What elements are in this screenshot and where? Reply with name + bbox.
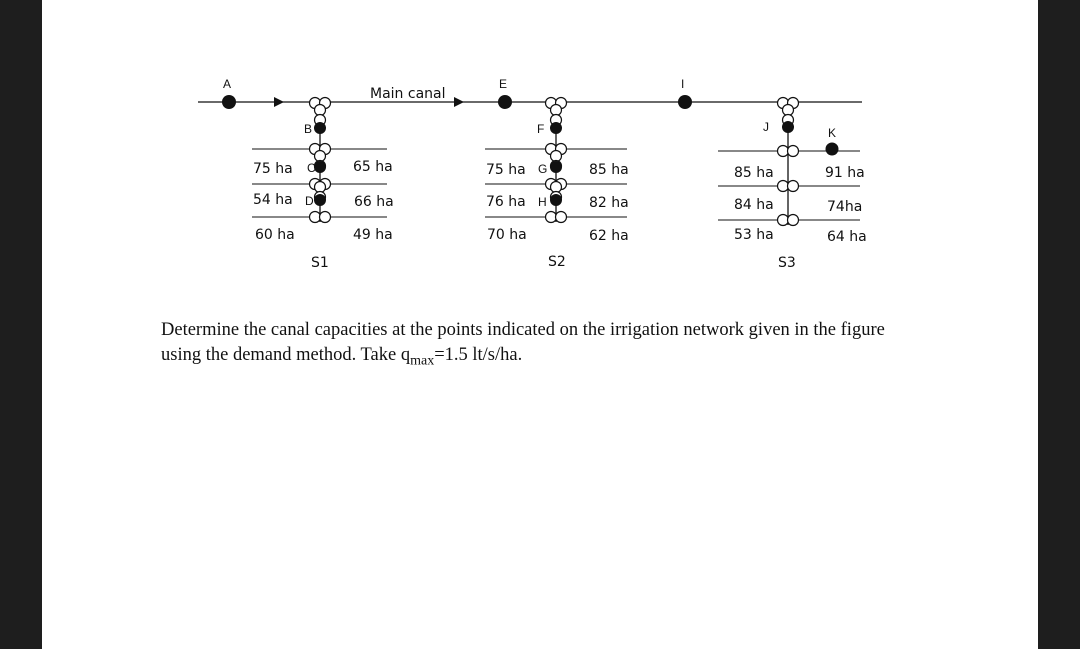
area-left-2: 76 ha <box>486 194 526 210</box>
area-left-3: 60 ha <box>255 227 295 243</box>
node-k-label: K <box>828 126 837 140</box>
q-symbol: q <box>400 345 411 365</box>
area-left-3: 53 ha <box>734 227 774 243</box>
problem-statement <box>161 318 921 374</box>
area-left-1: 85 ha <box>734 165 774 181</box>
area-right-1: 91 ha <box>825 165 865 181</box>
node-g-label: G <box>538 162 548 176</box>
node-f-label: F <box>537 122 545 136</box>
area-right-2: 74ha <box>827 199 863 215</box>
secondary-name-label: S3 <box>778 255 796 271</box>
area-left-2: 84 ha <box>734 197 774 213</box>
document-page <box>42 0 1038 649</box>
problem-text-part2: =1.5 lt/s/ha. <box>434 345 523 365</box>
node-h-label: H <box>538 195 547 209</box>
area-left-2: 54 ha <box>253 192 293 208</box>
irrigation-network-diagram <box>42 0 1038 300</box>
area-left-3: 70 ha <box>487 227 527 243</box>
node-b-point <box>314 122 326 134</box>
node-a-point <box>222 95 236 109</box>
node-b-label: B <box>304 122 313 136</box>
node-c-point <box>314 161 326 173</box>
area-left-1: 75 ha <box>253 161 293 177</box>
node-f-point <box>550 122 562 134</box>
area-right-2: 66 ha <box>354 194 394 210</box>
node-g-point <box>550 161 562 173</box>
secondary-canal-s3 <box>718 98 867 272</box>
node-c-label: C <box>307 161 316 175</box>
node-h-point <box>550 194 562 206</box>
q-subscript: max <box>410 353 435 369</box>
node-a-label: A <box>223 77 232 91</box>
node-e-label: E <box>499 77 508 91</box>
node-k-point <box>826 143 839 156</box>
node-d-point <box>314 194 326 206</box>
secondary-name-label: S2 <box>548 254 566 270</box>
node-j-label: J <box>763 120 769 134</box>
area-right-1: 85 ha <box>589 162 629 178</box>
problem-text-part1: Determine the canal capacities at the points indicated on the irrigation network given in the figure using the demand method. Take <box>161 320 885 365</box>
node-i-point <box>678 95 692 109</box>
node-i-label: I <box>681 77 685 91</box>
area-right-3: 62 ha <box>589 228 629 244</box>
secondary-canal-s1 <box>252 98 394 272</box>
area-right-3: 49 ha <box>353 227 393 243</box>
area-right-3: 64 ha <box>827 229 867 245</box>
flow-arrow-icon <box>454 97 464 107</box>
node-e-point <box>498 95 512 109</box>
secondary-name-label: S1 <box>311 255 329 271</box>
area-right-1: 65 ha <box>353 159 393 175</box>
node-j-point <box>782 121 794 133</box>
secondary-canal-s2 <box>485 98 629 271</box>
flow-arrow-icon <box>274 97 284 107</box>
area-right-2: 82 ha <box>589 195 629 211</box>
area-left-1: 75 ha <box>486 162 526 178</box>
main-canal-label: Main canal <box>370 86 446 102</box>
node-d-label: D <box>305 194 314 208</box>
